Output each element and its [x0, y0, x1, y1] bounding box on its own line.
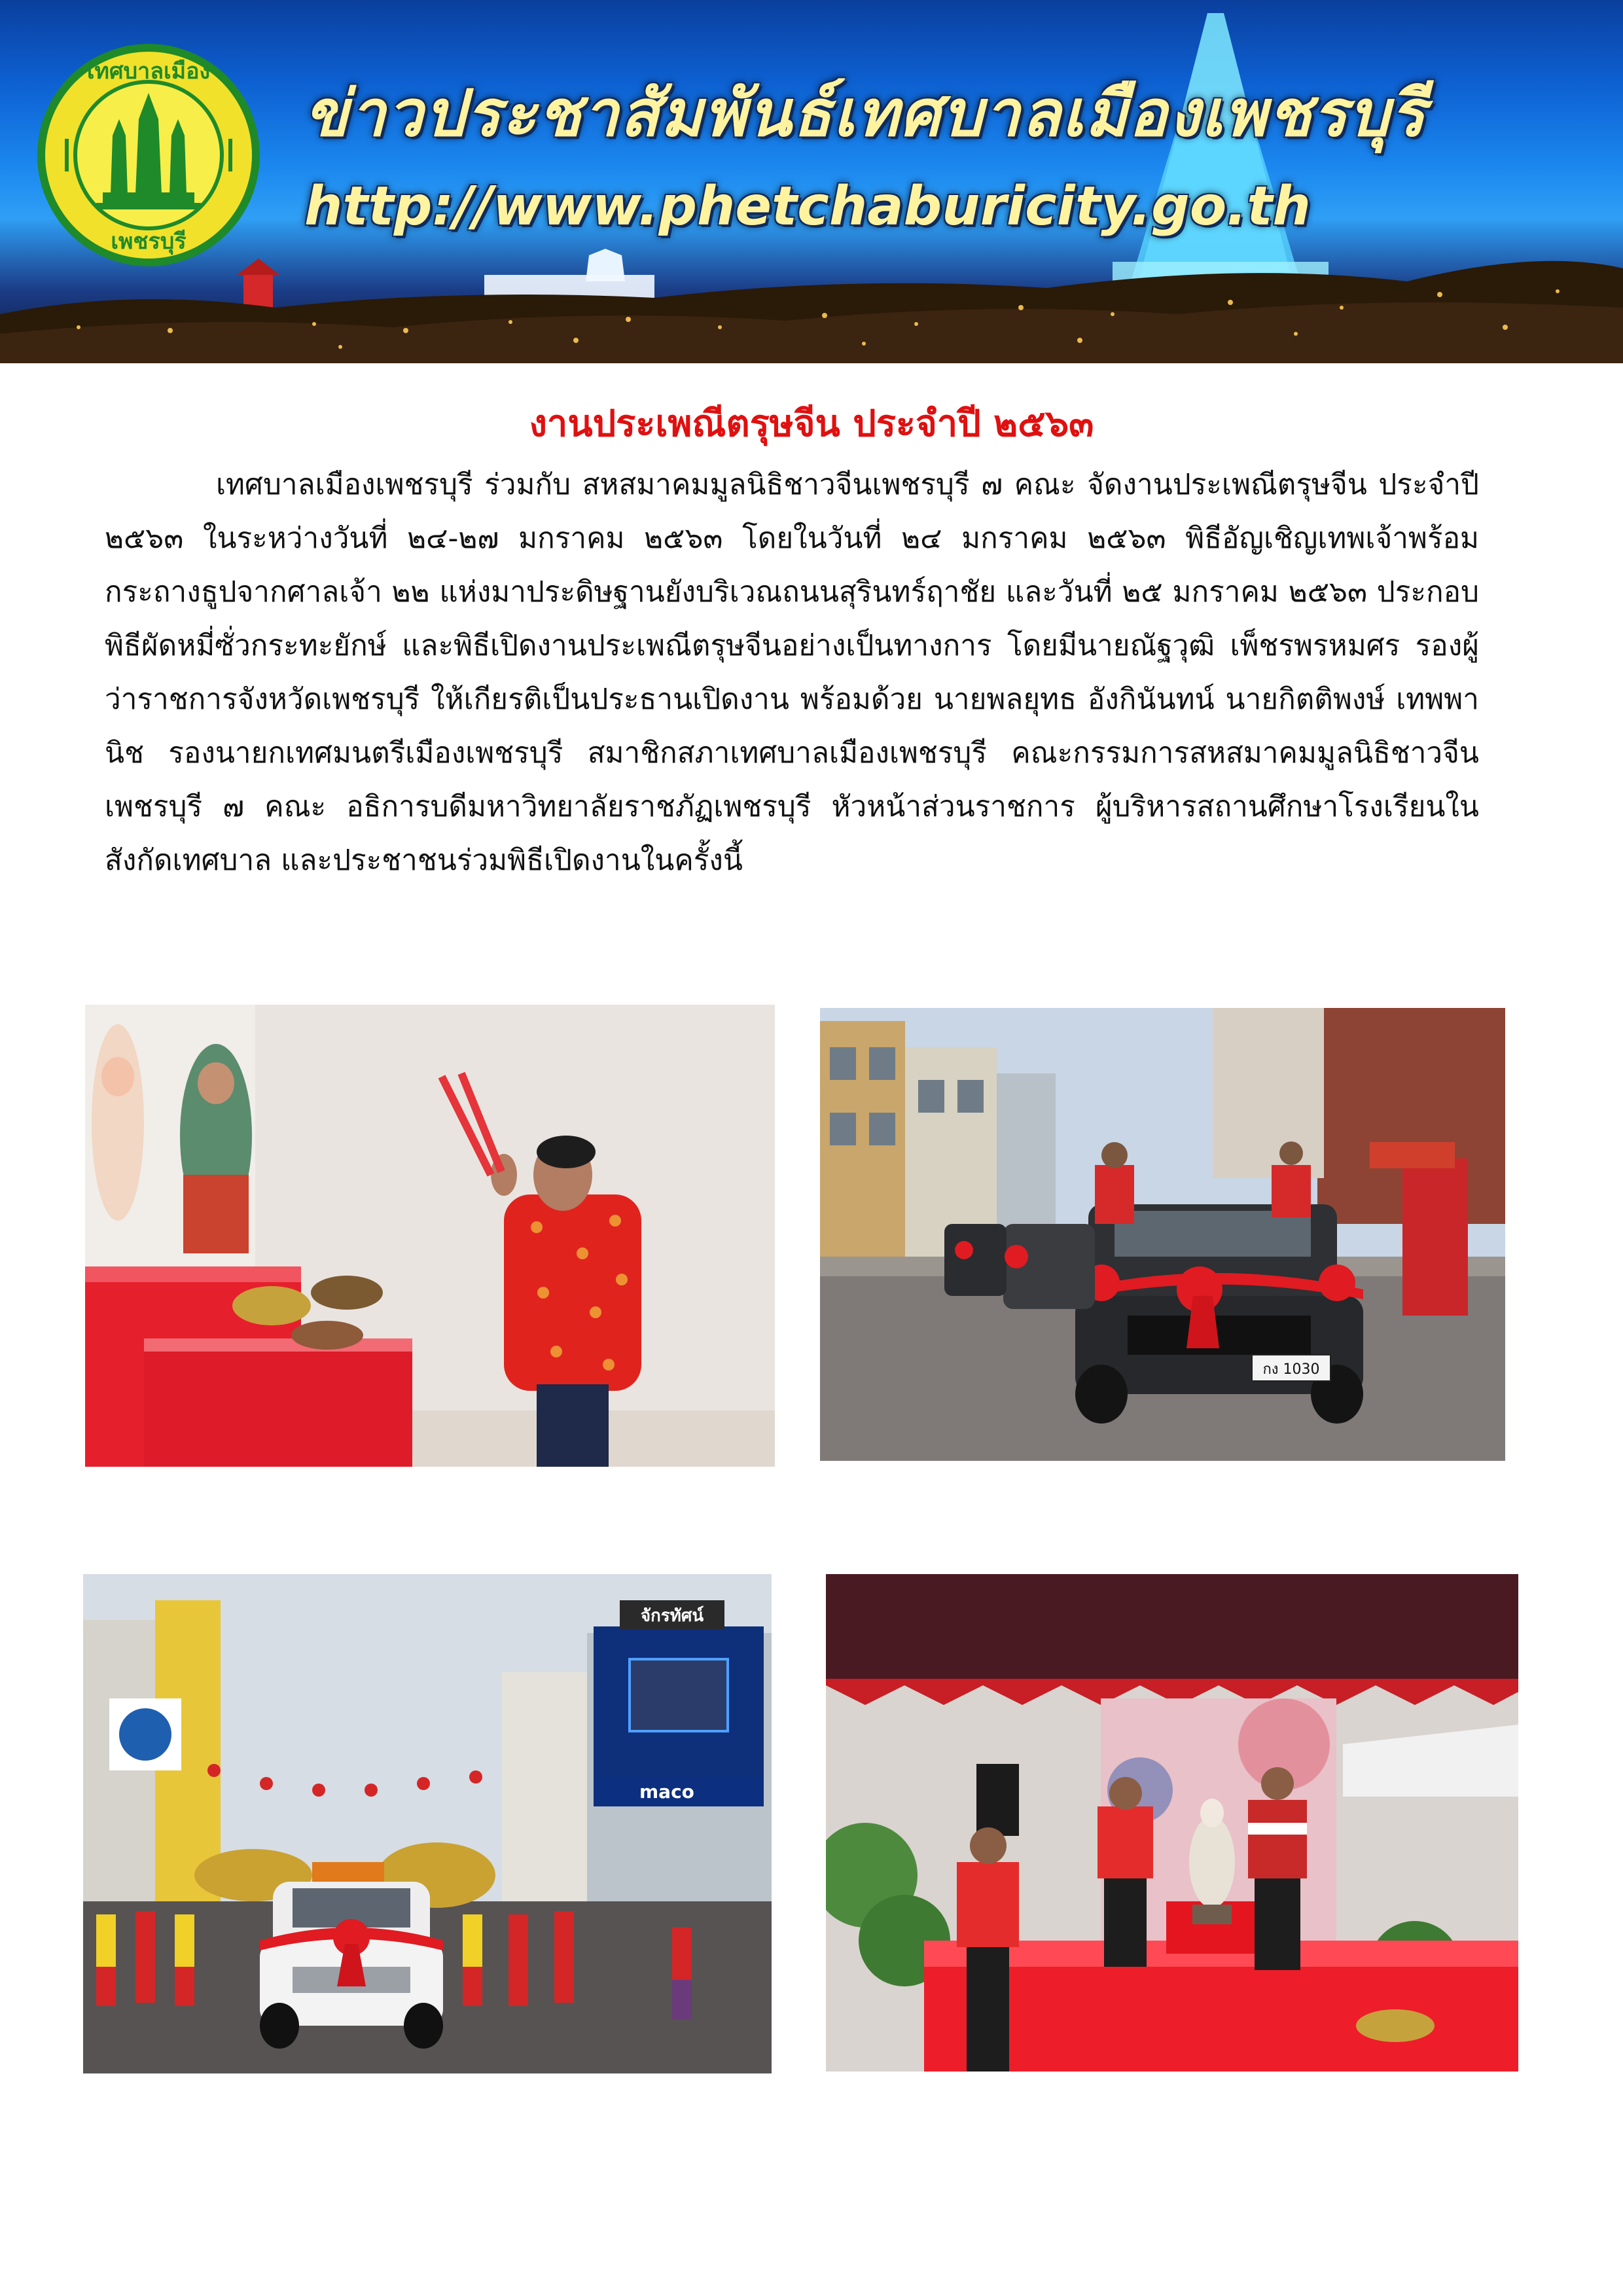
seal-text-bottom: เพชรบุรี — [111, 228, 187, 255]
municipality-seal-icon — [34, 41, 263, 270]
article-body: เทศบาลเมืองเพชรบุรี ร่วมกับ สหสมาคมมูลนิธิชาวจีนเพชรบุรี ๗ คณะ จัดงานประเพณีตรุษจีน ประจำปี ๒๕๖๓ ในระหว่างวันที่ ๒๔-๒๗ มกราคม ๒๕๖๓ โดยในวันที่ ๒๔ มกราคม ๒๕๖๓ พิธีอัญเชิญเทพเจ้าพร้อมกระถางธูปจากศาลเจ้า ๒๒ แห่งมาประดิษฐานยังบริเวณถนนสุรินทร์ฤาชัย และวันที่ ๒๕ มกราคม ๒๕๖๓ ประกอบพิธีผัดหมี่ซั่วกระทะยักษ์ และพิธีเปิดงานประเพณีตรุษจีนอย่างเป็นทางการ โดยมีนายณัฐวุฒิ เพ็ชรพรหมศร รองผู้ว่าราชการจังหวัดเพชรบุรี ให้เกียรติเป็นประธานเปิดงาน พร้อมด้วย นายพลยุทธ อังกินันทน์ นายกิตติพงษ์ เทพพานิช รองนายกเทศมนตรีเมืองเพชรบุรี สมาชิกสภาเทศบาลเมืองเพชรบุรี คณะกรรมการสหสมาคมมูลนิธิชาวจีนเพชรบุรี ๗ คณะ อธิการบดีมหาวิทยาลัยราชภัฏเพชรบุรี หัวหน้าส่วนราชการ ผู้บริหารสถานศึกษาโรงเรียนในสังกัดเทศบาล และประชาชนร่วมพิธีเปิดงานในครั้งนี้ — [105, 468, 1479, 877]
article-headline: งานประเพณีตรุษจีน ประจำปี ๒๕๖๓ — [529, 403, 1094, 445]
header-banner — [0, 0, 1623, 363]
banner-title: ข่าวประชาสัมพันธ์เทศบาลเมืองเพชรบุรี — [304, 77, 1427, 151]
photo-shrine-prayer — [85, 1005, 775, 1467]
license-plate-text: กง 1030 — [1262, 1361, 1320, 1378]
photo-car-procession — [820, 1008, 1505, 1461]
banner-url[interactable]: http://www.phetchaburicity.go.th — [304, 175, 1311, 238]
photo-deity-ceremony — [826, 1574, 1518, 2072]
billboard-brand-text: maco — [639, 1781, 694, 1803]
billboard-text: จักรทัศน์ — [640, 1606, 704, 1626]
seal-text-top: เทศบาลเมือง — [86, 58, 211, 84]
photo-street-parade — [83, 1574, 772, 2073]
